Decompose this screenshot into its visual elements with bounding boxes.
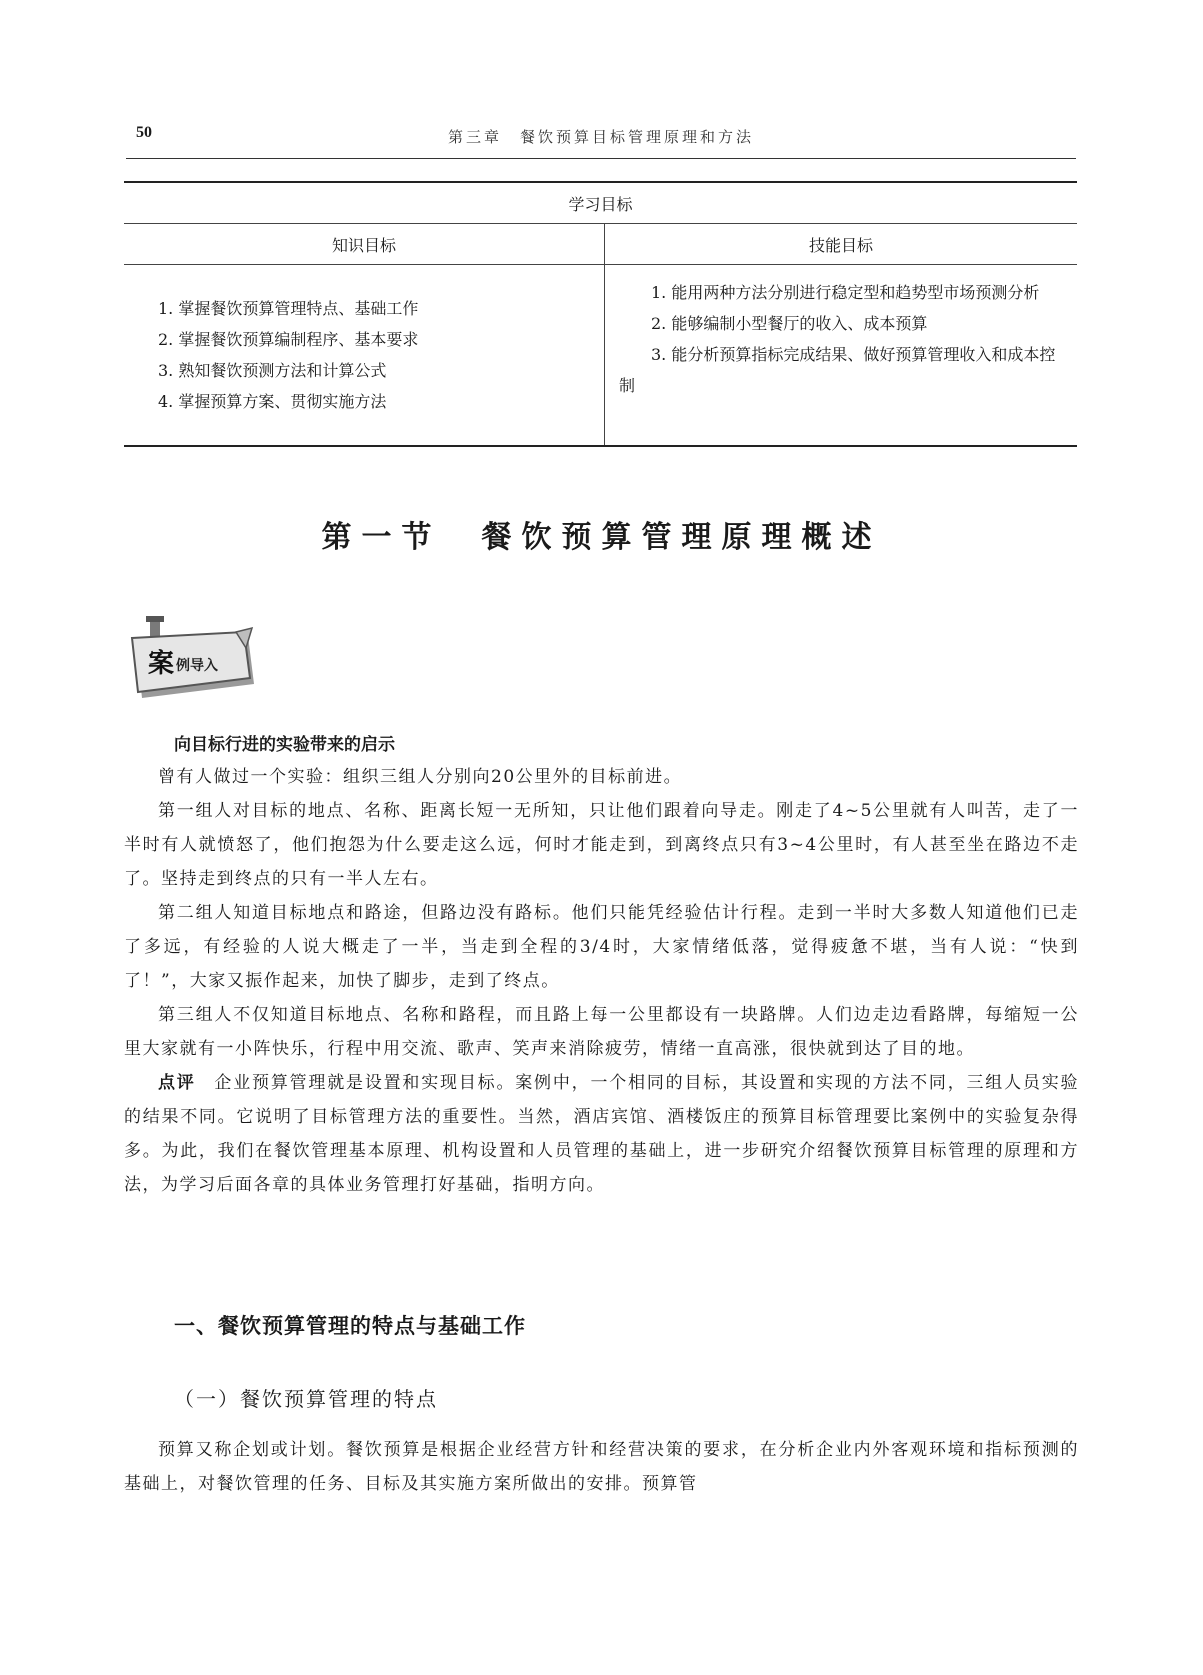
knowledge-item: 3. 熟知餐饮预测方法和计算公式 bbox=[158, 361, 387, 380]
case-paragraph: 第一组人对目标的地点、名称、距离长短一无所知，只让他们跟着向导走。刚走了4~5公里就有人叫苦，走了一半时有人就愤怒了，他们抱怨为什么要走这么远，何时才能走到，到离终点只有3~4公里时，有人甚至坐在路边不走了。坚持走到终点的只有一半人左右。 bbox=[124, 801, 1079, 889]
subsubsection-heading: （一）餐饮预算管理的特点 bbox=[174, 1387, 438, 1411]
skill-item: 2. 能够编制小型餐厅的收入、成本预算 bbox=[651, 314, 928, 333]
chapter-title: 第三章 餐饮预算目标管理原理和方法 bbox=[447, 128, 754, 146]
learning-objectives-table bbox=[124, 181, 1077, 447]
case-intro-badge bbox=[128, 614, 260, 710]
knowledge-item: 4. 掌握预算方案、贯彻实施方法 bbox=[158, 392, 387, 411]
comment-label: 点评 bbox=[158, 1073, 196, 1093]
skill-header: 技能目标 bbox=[605, 224, 1078, 265]
knowledge-item: 1. 掌握餐饮预算管理特点、基础工作 bbox=[158, 299, 419, 318]
case-badge-text: 例导入 bbox=[176, 658, 218, 674]
section-number: 第一节 bbox=[321, 520, 442, 555]
section-name: 餐饮预算管理原理概述 bbox=[481, 520, 882, 555]
section-title bbox=[0, 512, 1203, 556]
comment-text: 企业预算管理就是设置和实现目标。案例中，一个相同的目标，其设置和实现的方法不同，三组人员实验的结果不同。它说明了目标管理方法的重要性。当然，酒店宾馆、酒楼饭庄的预算目标管理要比案例中的实验复杂得多。为此，我们在餐饮管理基本原理、机构设置和人员管理的基础上，进一步研究介绍餐饮预算目标管理的原理和方法，为学习后面各章的具体业务管理打好基础，指明方向。 bbox=[124, 1073, 1080, 1195]
skill-cell bbox=[605, 265, 1078, 447]
case-body bbox=[124, 760, 1079, 1202]
knowledge-item: 2. 掌握餐饮预算编制程序、基本要求 bbox=[158, 330, 419, 349]
knowledge-header: 知识目标 bbox=[124, 224, 605, 265]
case-paragraph: 第三组人不仅知道目标地点、名称和路程，而且路上每一公里都设有一块路牌。人们边走边看路牌，每缩短一公里大家就有一小阵快乐，行程中用交流、歌声、笑声来消除疲劳，情绪一直高涨，很快就到达了目的地。 bbox=[124, 1005, 1079, 1059]
running-header bbox=[126, 118, 1076, 159]
objectives-title: 学习目标 bbox=[124, 182, 1077, 224]
knowledge-cell bbox=[124, 265, 605, 447]
case-heading: 向目标行进的实验带来的启示 bbox=[174, 735, 395, 755]
subsection-heading: 一、餐饮预算管理的特点与基础工作 bbox=[174, 1314, 526, 1338]
case-comment bbox=[124, 1066, 1079, 1202]
case-paragraph: 第二组人知道目标地点和路途，但路边没有路标。他们只能凭经验估计行程。走到一半时大多数人知道他们已走了多远，有经验的人说大概走了一半，当走到全程的3/4时，大家情绪低落，觉得疲惫不堪，当有人说：“快到了！”，大家又振作起来，加快了脚步，走到了终点。 bbox=[124, 903, 1079, 991]
page-number: 50 bbox=[136, 124, 152, 141]
case-badge-graphic bbox=[128, 614, 260, 710]
subsection-paragraph: 预算又称企划或计划。餐饮预算是根据企业经营方针和经营决策的要求，在分析企业内外客观环境和指标预测的基础上，对餐饮管理的任务、目标及其实施方案所做出的安排。预算管 bbox=[124, 1440, 1079, 1494]
case-badge-char: 案 bbox=[148, 649, 175, 679]
skill-item: 3. 能分析预算指标完成结果、做好预算管理收入和成本控制 bbox=[619, 345, 1056, 395]
case-paragraph: 曾有人做过一个实验：组织三组人分别向20公里外的目标前进。 bbox=[158, 767, 683, 787]
subsection-body bbox=[124, 1433, 1079, 1501]
skill-item: 1. 能用两种方法分别进行稳定型和趋势型市场预测分析 bbox=[651, 283, 1040, 302]
